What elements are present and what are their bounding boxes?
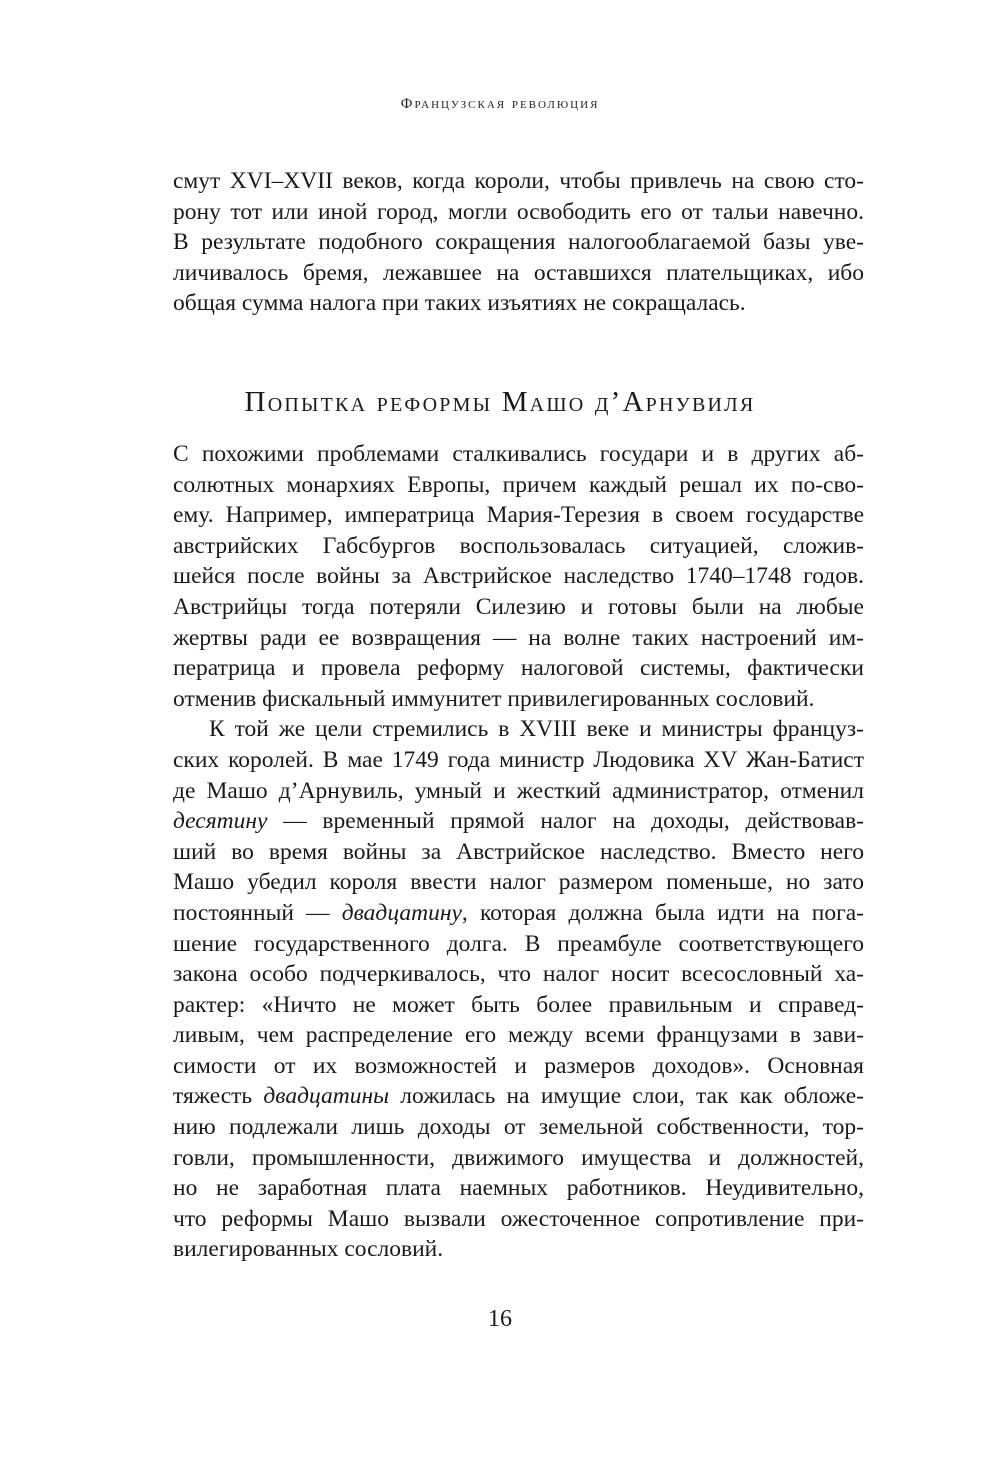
text-line — [173, 898, 864, 929]
text-line: отменив фискальный иммунитет привилегированных сословий. — [173, 685, 815, 712]
text-line: австрийских Габсбургов воспользовалась ситуацией, сложив- — [173, 532, 864, 559]
text-line: нию подлежали лишь доходы от земельной собственности, тор- — [173, 1114, 864, 1141]
text-line: говли, промышленности, движимого имущества и должностей, — [173, 1144, 864, 1171]
text-run: тяжесть — [173, 1083, 264, 1110]
text-line: что реформы Машо вызвали ожесточенное сопротивление при- — [173, 1205, 864, 1232]
text-line: рактер: «Ничто не может быть более правильным и справед- — [173, 991, 864, 1018]
text-line: жертвы ради ее возвращения — на волне таких настроений им- — [173, 624, 864, 651]
top-paragraph — [173, 166, 864, 319]
italic-term: двадцатину — [341, 899, 462, 926]
text-line: личивалось бремя, лежавшее на оставшихся плательщиках, ибо — [173, 259, 864, 286]
text-line: смут XVI–XVII веков, когда короли, чтобы привлечь на свою сто- — [173, 168, 864, 194]
running-head: Французская революция — [400, 96, 600, 112]
text-line: закона особо подчеркивалось, что налог носит всесословный ха- — [173, 961, 864, 988]
paragraph-1 — [173, 439, 864, 714]
text-run: — временный прямой налог на доходы, действовав- — [267, 808, 864, 835]
text-line: симости от их возможностей и размеров доходов». Основная — [173, 1052, 864, 1079]
text-line: де Машо д’Арнувиль, умный и жесткий администратор, отменил — [173, 777, 864, 804]
text-line: С похожими проблемами сталкивались государи и в других аб- — [173, 441, 864, 467]
text-line: шейся после войны за Австрийское наследство 1740–1748 годов. — [173, 563, 864, 590]
text-line: В результате подобного сокращения налогооблагаемой базы уве- — [173, 229, 864, 256]
text-line: шение государственного долга. В преамбуле соответствующего — [173, 930, 864, 957]
text-line: ских королей. В мае 1749 года министр Людовика XV Жан-Батист — [173, 746, 864, 773]
section-heading: Попытка реформы Машо д’Арнувиля — [244, 386, 756, 418]
text-line: Машо убедил короля ввести налог размером поменьше, но зато — [173, 869, 864, 896]
text-line: ператрица и провела реформу налоговой системы, фактически — [173, 655, 864, 682]
text-run: , которая должна была идти на пога- — [461, 899, 864, 926]
text-line: ший во время войны за Австрийское наследство. Вместо него — [173, 838, 864, 865]
paragraph-2 — [173, 714, 864, 1265]
text-line: ливым, чем распределение его между всеми французами в зави- — [173, 1022, 864, 1049]
text-run: постоянный — — [173, 899, 342, 926]
text-line: Австрийцы тогда потеряли Силезию и готовы были на любые — [173, 593, 864, 620]
page-number: 16 — [488, 1306, 512, 1332]
italic-term: десятину — [173, 808, 268, 835]
text-run: ложилась на имущие слои, так как обложе- — [389, 1083, 864, 1110]
text-line: но не заработная плата наемных работников. Неудивительно, — [173, 1175, 864, 1202]
text-line: К той же цели стремились в XVIII веке и министры француз- — [209, 716, 864, 743]
text-line — [173, 1081, 864, 1112]
text-line: ему. Например, императрица Мария-Терезия в своем государстве — [173, 502, 864, 529]
text-line: общая сумма налога при таких изъятиях не сокращалась. — [173, 290, 746, 317]
text-line — [173, 806, 864, 837]
text-line: солютных монархиях Европы, причем каждый решал их по-сво- — [173, 471, 864, 498]
text-line: вилегированных сословий. — [173, 1236, 444, 1263]
body-text — [173, 439, 864, 1265]
text-line: рону тот или иной город, могли освободить его от тальи навечно. — [173, 198, 864, 225]
italic-term: двадцатины — [263, 1083, 390, 1110]
